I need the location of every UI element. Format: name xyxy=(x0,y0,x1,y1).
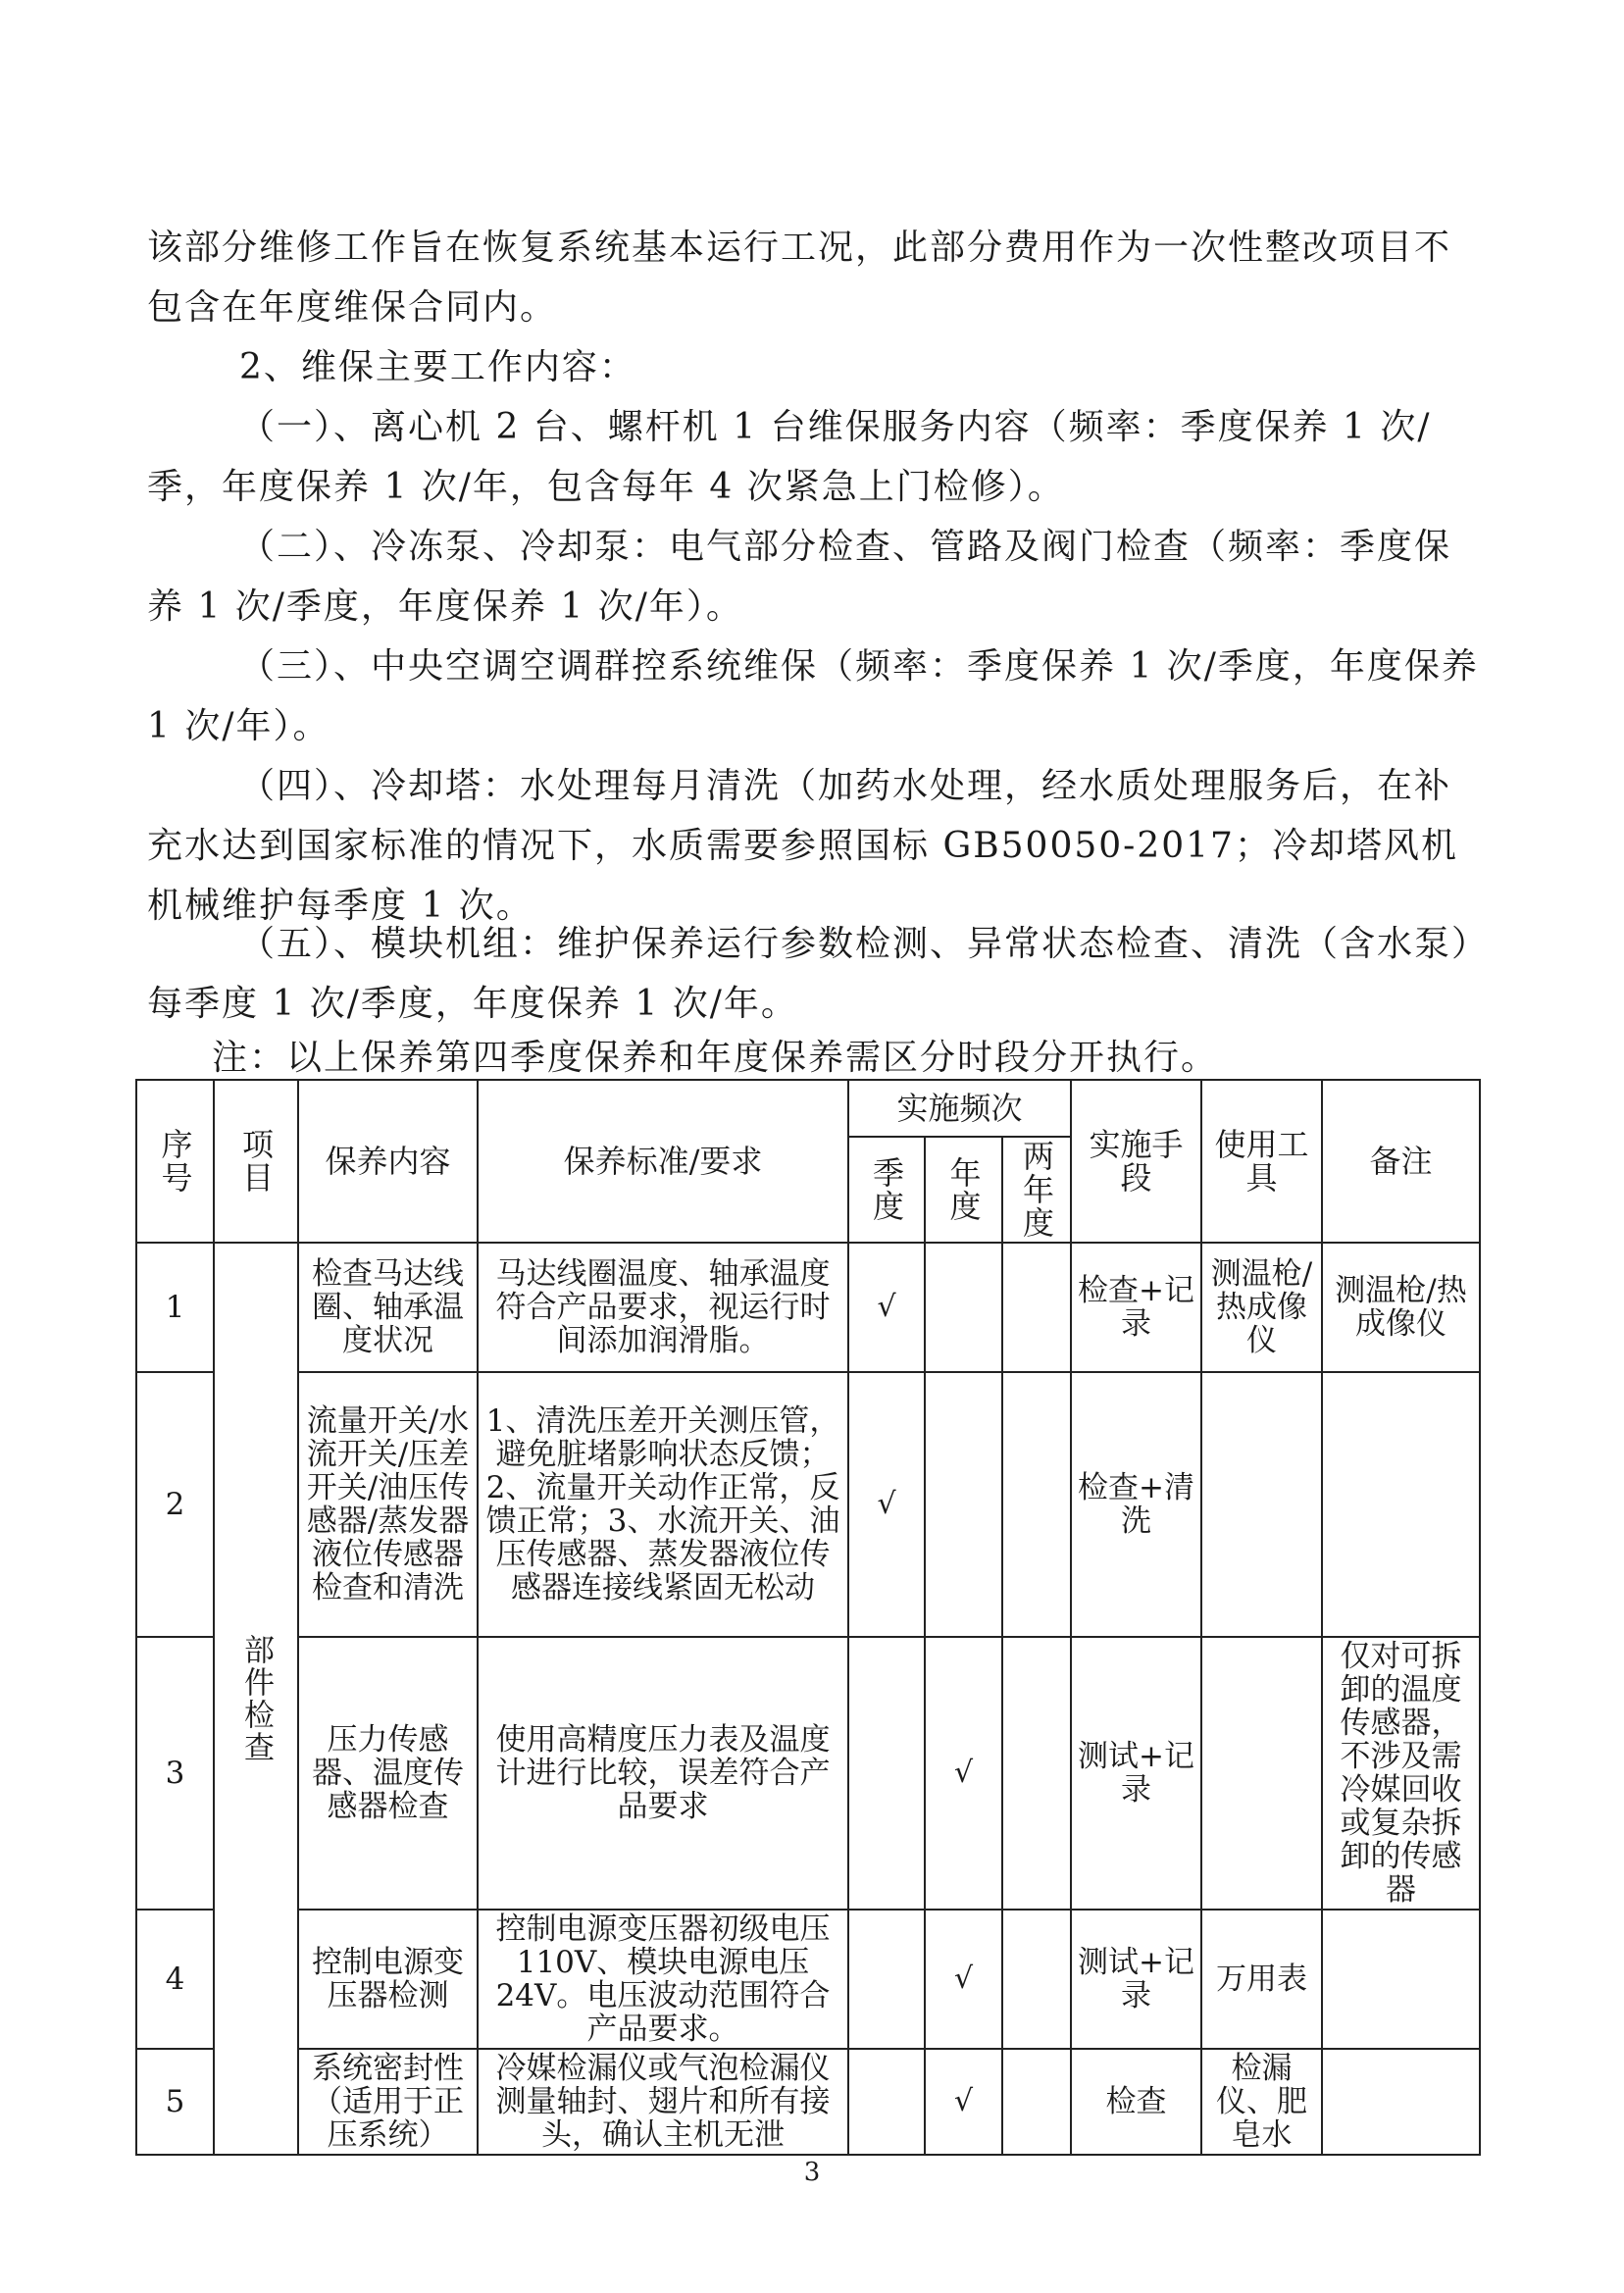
row-quarter: √ xyxy=(848,1243,925,1372)
row-two-year xyxy=(1002,2049,1071,2155)
header-frequency: 实施频次 xyxy=(848,1080,1071,1137)
row-quarter: √ xyxy=(848,1372,925,1637)
paragraph-item-1: （一）、离心机 2 台、螺杆机 1 台维保服务内容（频率：季度保养 1 次/季，年度保养 1 次/年，包含每年 4 次紧急上门检修）。 xyxy=(147,407,1432,507)
row-no: 3 xyxy=(136,1637,214,1910)
row-tools: 万用表 xyxy=(1201,1910,1322,2049)
maintenance-table xyxy=(135,1079,1481,2156)
row-no: 4 xyxy=(136,1910,214,2049)
group-label: 部件检查 xyxy=(214,1243,298,2155)
header-remark: 备注 xyxy=(1322,1080,1480,1243)
row-standard: 使用高精度压力表及温度计进行比较，误差符合产品要求 xyxy=(478,1637,848,1910)
row-remark: 测温枪/热成像仪 xyxy=(1322,1243,1480,1372)
row-tools xyxy=(1201,1372,1322,1637)
row-quarter xyxy=(848,2049,925,2155)
row-method: 检查+清洗 xyxy=(1071,1372,1201,1637)
row-remark xyxy=(1322,1372,1480,1637)
page-number: 3 xyxy=(803,2158,821,2187)
row-year: √ xyxy=(925,1637,1002,1910)
section-heading: 2、维保主要工作内容： xyxy=(239,347,636,387)
row-year xyxy=(925,1243,1002,1372)
header-method: 实施手段 xyxy=(1071,1080,1201,1243)
row-content: 检查马达线圈、轴承温度状况 xyxy=(298,1243,478,1372)
paragraph-item-4: （四）、冷却塔：水处理每月清洗（加药水处理，经水质处理服务后，在补充水达到国家标准的情况下，水质需要参照国标 GB50050-2017；冷却塔风机机械维护每季度 1 次。 xyxy=(147,766,1458,926)
row-method: 测试+记录 xyxy=(1071,1637,1201,1910)
table-row xyxy=(136,1910,1480,2049)
row-standard: 控制电源变压器初级电压 110V、模块电源电压 24V。电压波动范围符合产品要求。 xyxy=(478,1910,848,2049)
row-year: √ xyxy=(925,1910,1002,2049)
row-two-year xyxy=(1002,1372,1071,1637)
row-tools: 检漏仪、肥皂水 xyxy=(1201,2049,1322,2155)
row-standard: 1、清洗压差开关测压管，避免脏堵影响状态反馈；2、流量开关动作正常，反馈正常；3、水流开关、油压传感器、蒸发器液位传感器连接线紧固无松动 xyxy=(478,1372,848,1637)
row-tools: 测温枪/热成像仪 xyxy=(1201,1243,1322,1372)
row-tools xyxy=(1201,1637,1322,1910)
row-content: 压力传感器、温度传感器检查 xyxy=(298,1637,478,1910)
header-item: 项目 xyxy=(214,1080,298,1243)
table-row xyxy=(136,2049,1480,2155)
row-two-year xyxy=(1002,1637,1071,1910)
paragraph-item-2: （二）、冷冻泵、冷却泵：电气部分检查、管路及阀门检查（频率：季度保养 1 次/季度，年度保养 1 次/年）。 xyxy=(147,527,1452,627)
paragraph-item-5: （五）、模块机组：维护保养运行参数检测、异常状态检查、清洗（含水泵）每季度 1 次/季度，年度保养 1 次/年。 xyxy=(147,924,1472,1024)
row-two-year xyxy=(1002,1910,1071,2049)
row-no: 2 xyxy=(136,1372,214,1637)
row-content: 控制电源变压器检测 xyxy=(298,1910,478,2049)
header-standard: 保养标准/要求 xyxy=(478,1080,848,1243)
row-standard: 冷媒检漏仪或气泡检漏仪测量轴封、翅片和所有接头，确认主机无泄 xyxy=(478,2049,848,2155)
row-standard: 马达线圈温度、轴承温度符合产品要求，视运行时间添加润滑脂。 xyxy=(478,1243,848,1372)
row-no: 5 xyxy=(136,2049,214,2155)
paragraph-intro: 该部分维修工作旨在恢复系统基本运行工况，此部分费用作为一次性整改项目不包含在年度维保合同内。 xyxy=(147,228,1452,328)
row-content: 流量开关/水流开关/压差开关/油压传感器/蒸发器液位传感器检查和清洗 xyxy=(298,1372,478,1637)
row-remark: 仅对可拆卸的温度传感器，不涉及需冷媒回收或复杂拆卸的传感器 xyxy=(1322,1637,1480,1910)
header-content: 保养内容 xyxy=(298,1080,478,1243)
row-method: 测试+记录 xyxy=(1071,1910,1201,2049)
table-row xyxy=(136,1372,1480,1637)
note-text: 注：以上保养第四季度保养和年度保养需区分时段分开执行。 xyxy=(212,1038,1219,1078)
row-year xyxy=(925,1372,1002,1637)
header-two-year: 两年度 xyxy=(1002,1137,1071,1243)
row-remark xyxy=(1322,2049,1480,2155)
table-row xyxy=(136,1637,1480,1910)
row-quarter xyxy=(848,1910,925,2049)
header-year: 年度 xyxy=(925,1137,1002,1243)
row-method: 检查 xyxy=(1071,2049,1201,2155)
row-method: 检查+记录 xyxy=(1071,1243,1201,1372)
row-quarter xyxy=(848,1637,925,1910)
row-remark xyxy=(1322,1910,1480,2049)
row-year: √ xyxy=(925,2049,1002,2155)
header-tools: 使用工具 xyxy=(1201,1080,1322,1243)
header-no: 序号 xyxy=(136,1080,214,1243)
row-no: 1 xyxy=(136,1243,214,1372)
row-two-year xyxy=(1002,1243,1071,1372)
row-content: 系统密封性（适用于正压系统） xyxy=(298,2049,478,2155)
table-row xyxy=(136,1243,1480,1372)
header-quarter: 季度 xyxy=(848,1137,925,1243)
paragraph-item-3: （三）、中央空调空调群控系统维保（频率：季度保养 1 次/季度，年度保养 1 次/年）。 xyxy=(147,646,1479,746)
